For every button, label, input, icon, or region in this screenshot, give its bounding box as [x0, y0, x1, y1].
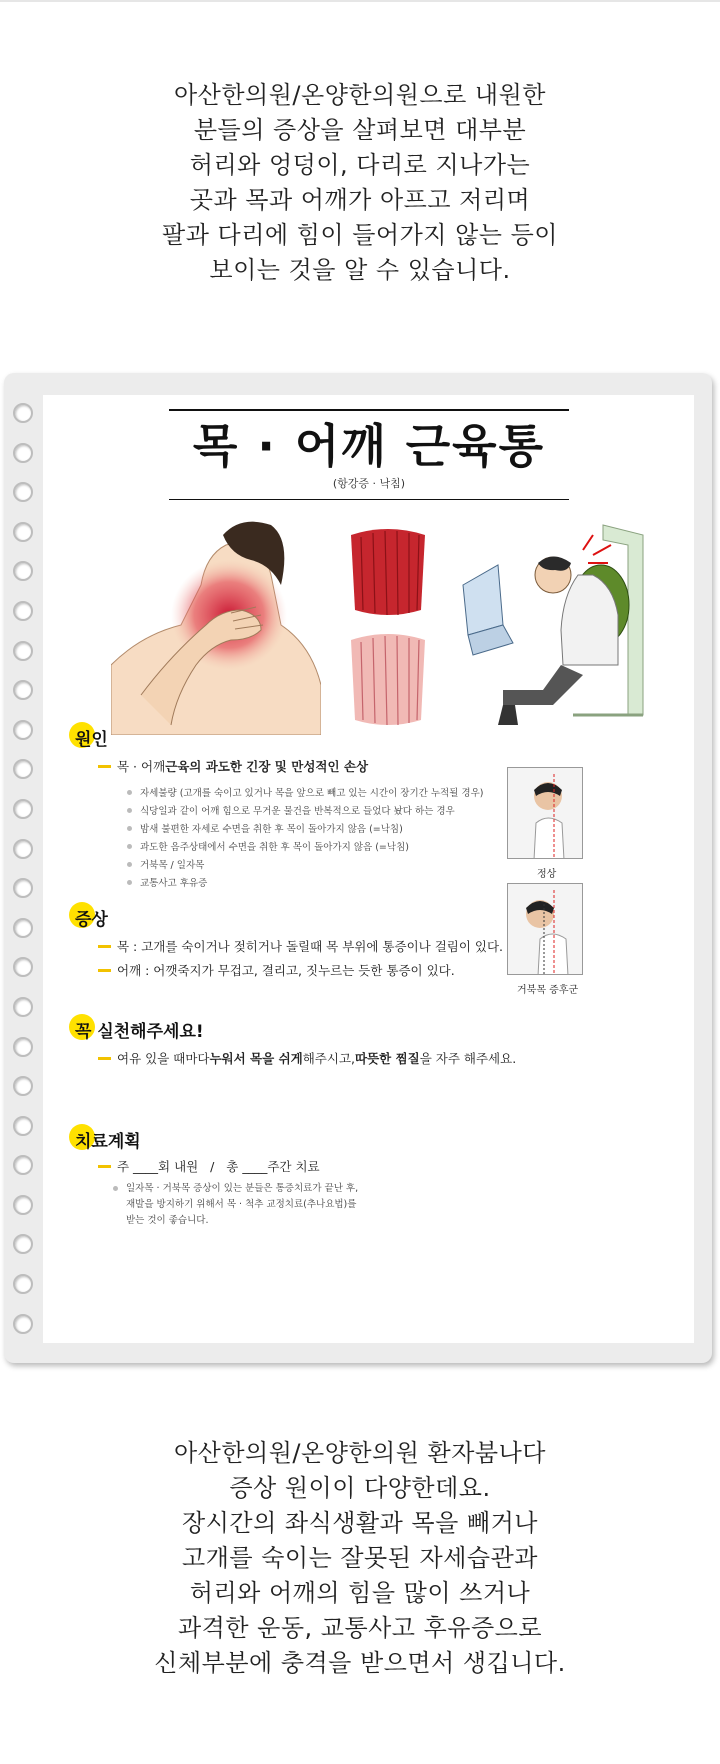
muscle-fiber-illustration — [343, 515, 433, 735]
cause-item: 식당일과 같이 어깨 힘으로 무거운 물건을 반복적으로 들었다 놨다 하는 경우 — [127, 803, 455, 817]
plan-line: 주 ____회 내원 / 총 ____주간 치료 — [98, 1157, 320, 1175]
cause-heading: 원인 — [71, 725, 108, 750]
binder-ring — [13, 957, 33, 977]
plan-note: 일자목 · 거북목 증상이 있는 분들은 통증치료가 끝난 후, 재발을 방지하기 위해서 목 · 척추 교정치료(추나요법)를 받는 것이 좋습니다. — [113, 1181, 358, 1229]
binder-ring — [13, 522, 33, 542]
bar-marker — [98, 1057, 111, 1060]
symptom-item: 목 : 고개를 숙이거나 젖히거나 돌릴때 목 부위에 통증이나 걸림이 있다. — [98, 937, 503, 955]
bar-marker — [98, 1165, 111, 1168]
card-page — [43, 395, 694, 1343]
binder-ring — [13, 720, 33, 740]
intro-paragraph — [0, 78, 720, 288]
cause-main-line: 목 · 어깨 근육의 과도한 긴장 및 만성적인 손상 — [98, 757, 368, 775]
notebook-card — [4, 373, 712, 1363]
title-block — [169, 409, 569, 500]
cause-item: 밤새 불편한 자세로 수면을 취한 후 목이 돌아가지 않음 (=낙침) — [127, 821, 403, 835]
bar-marker — [98, 945, 111, 948]
outro-line: 허리와 어깨의 힘을 많이 쓰거나 — [189, 1579, 531, 1607]
binder-ring — [13, 680, 33, 700]
cause-item: 거북목 / 일자목 — [127, 857, 204, 871]
intro-line: 분들의 증상을 살펴보면 대부분 — [193, 116, 527, 144]
symptom-item: 어깨 : 어깻죽지가 무겁고, 결리고, 짓누르는 듯한 통증이 있다. — [98, 961, 455, 979]
binder-ring — [13, 641, 33, 661]
bar-marker — [98, 969, 111, 972]
practice-heading: 꼭 실천해주세요! — [71, 1017, 204, 1042]
neck-pain-illustration — [111, 515, 321, 735]
bar-marker — [98, 765, 111, 768]
binder-ring — [13, 1076, 33, 1096]
title-rule-top — [169, 409, 569, 411]
binder-ring — [13, 839, 33, 859]
cause-item: 교통사고 후유증 — [127, 875, 207, 889]
binder-ring — [13, 1195, 33, 1215]
binder-ring — [13, 601, 33, 621]
posture-photo-normal — [507, 767, 583, 859]
outro-line: 아산한의원/온양한의원 환자붐나다 — [174, 1439, 546, 1467]
plan-heading: 치료계획 — [71, 1127, 141, 1152]
binder-ring — [13, 1234, 33, 1254]
card-title: 목 · 어깨 근육통 — [192, 419, 546, 473]
binder-ring — [13, 918, 33, 938]
card-subtitle: (항강증 · 낙침) — [332, 477, 406, 490]
outro-line: 신체부분에 충격을 받으면서 생깁니다. — [154, 1649, 566, 1677]
binder-ring — [13, 1274, 33, 1294]
cause-item: 과도한 음주상태에서 수면을 취한 후 목이 돌아가지 않음 (=낙침) — [127, 839, 409, 853]
posture-photo-turtle-neck — [507, 883, 583, 975]
symptom-heading: 증상 — [71, 905, 108, 930]
title-rule-bottom — [169, 499, 569, 500]
photo-caption-normal: 정상 — [537, 869, 557, 880]
outro-line: 장시간의 좌식생활과 목을 빼거나 — [182, 1509, 538, 1537]
top-divider — [0, 0, 720, 2]
binder-ring — [13, 799, 33, 819]
outro-paragraph — [0, 1436, 720, 1681]
intro-line: 팔과 다리에 힘이 들어가지 않는 등이 — [162, 221, 558, 249]
intro-line: 허리와 엉덩이, 다리로 지나가는 — [189, 151, 531, 179]
intro-line: 곳과 목과 어깨가 아프고 저리며 — [189, 186, 531, 214]
binder-ring — [13, 759, 33, 779]
binder-ring — [13, 1314, 33, 1334]
binder-rings — [13, 403, 35, 1353]
intro-line: 아산한의원/온양한의원으로 내원한 — [174, 81, 546, 109]
binder-ring — [13, 443, 33, 463]
binder-ring — [13, 561, 33, 581]
practice-line: 여유 있을 때마다 누워서 목을 쉬게 해주시고, 따뜻한 찜질 을 자주 해주세요. — [98, 1049, 516, 1067]
binder-ring — [13, 1037, 33, 1057]
outro-line: 고개를 숙이는 잘못된 자세습관과 — [182, 1544, 538, 1572]
binder-ring — [13, 1155, 33, 1175]
turtle-neck-desk-illustration — [443, 515, 653, 735]
cause-item: 자세불량 (고개를 숙이고 있거나 목을 앞으로 빼고 있는 시간이 장기간 누적될 경우) — [127, 785, 483, 799]
outro-line: 증상 원이이 다양한데요. — [229, 1474, 491, 1502]
outro-line: 과격한 운동, 교통사고 후유증으로 — [177, 1614, 543, 1642]
binder-ring — [13, 997, 33, 1017]
binder-ring — [13, 878, 33, 898]
intro-line: 보이는 것을 알 수 있습니다. — [209, 256, 511, 284]
binder-ring — [13, 1116, 33, 1136]
binder-ring — [13, 482, 33, 502]
binder-ring — [13, 403, 33, 423]
photo-caption-turtle-neck: 거북목 증후군 — [517, 985, 579, 996]
